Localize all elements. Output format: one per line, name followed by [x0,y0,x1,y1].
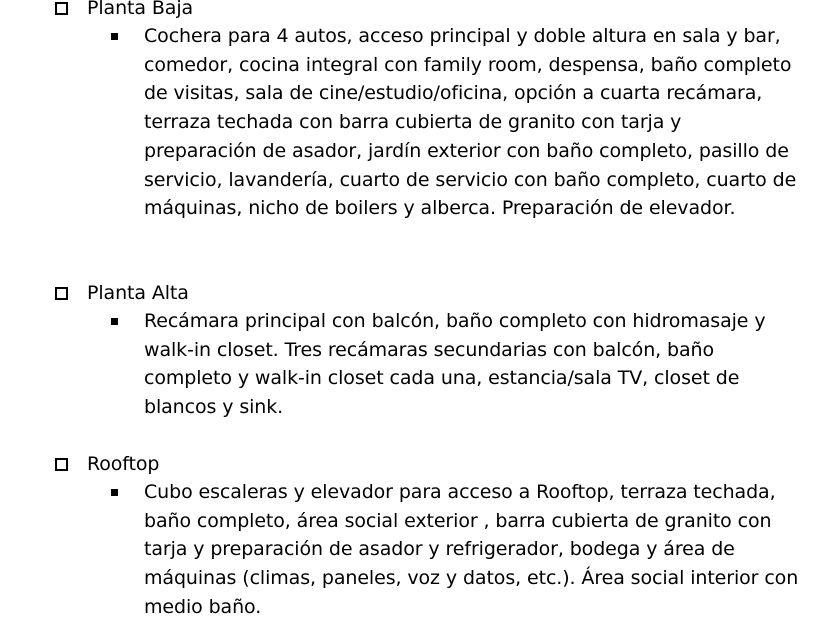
section-header [55,0,815,22]
section-title: Rooftop [87,453,160,475]
section-header [55,450,815,478]
checkbox-icon [55,2,68,15]
section-header [55,279,815,307]
section-planta-alta [55,279,815,422]
checkbox-icon [55,287,68,300]
section-title: Planta Alta [87,282,189,304]
list-item-text: Cubo escaleras y elevador para acceso a Rooftop, terraza techada, baño completo, área social exterior , barra cubierta de granito con tarja y preparación de asador y refrigerador, bodega y área de máquinas (climas, paneles, voz y datos, etc.). Área social interior con medio baño. [144,481,799,618]
list-item [55,478,815,622]
square-bullet-icon [111,318,118,325]
section-planta-baja [55,0,815,223]
square-bullet-icon [111,489,118,496]
list-item-text: Cochera para 4 autos, acceso principal y doble altura en sala y bar, comedor, cocina integral con family room, despensa, baño completo de visitas, sala de cine/estudio/oficina, opción a cuarta recámara, terraza techada con barra cubierta de granito con tarja y preparación de asador, jardín exterior con baño completo, pasillo de servicio, lavandería, cuarto de servicio con baño completo, cuarto de máquinas, nicho de boilers y alberca. Preparación de elevador. [144,25,797,220]
list-item [55,22,815,223]
list-item [55,307,815,422]
square-bullet-icon [111,33,118,40]
checkbox-icon [55,458,68,471]
section-title: Planta Baja [87,0,194,19]
list-item-text: Recámara principal con balcón, baño completo con hidromasaje y walk-in closet. Tres recámaras secundarias con balcón, baño completo y walk-in closet cada una, estancia/sala TV, closet de blancos y sink. [144,310,766,419]
section-rooftop [55,450,815,622]
